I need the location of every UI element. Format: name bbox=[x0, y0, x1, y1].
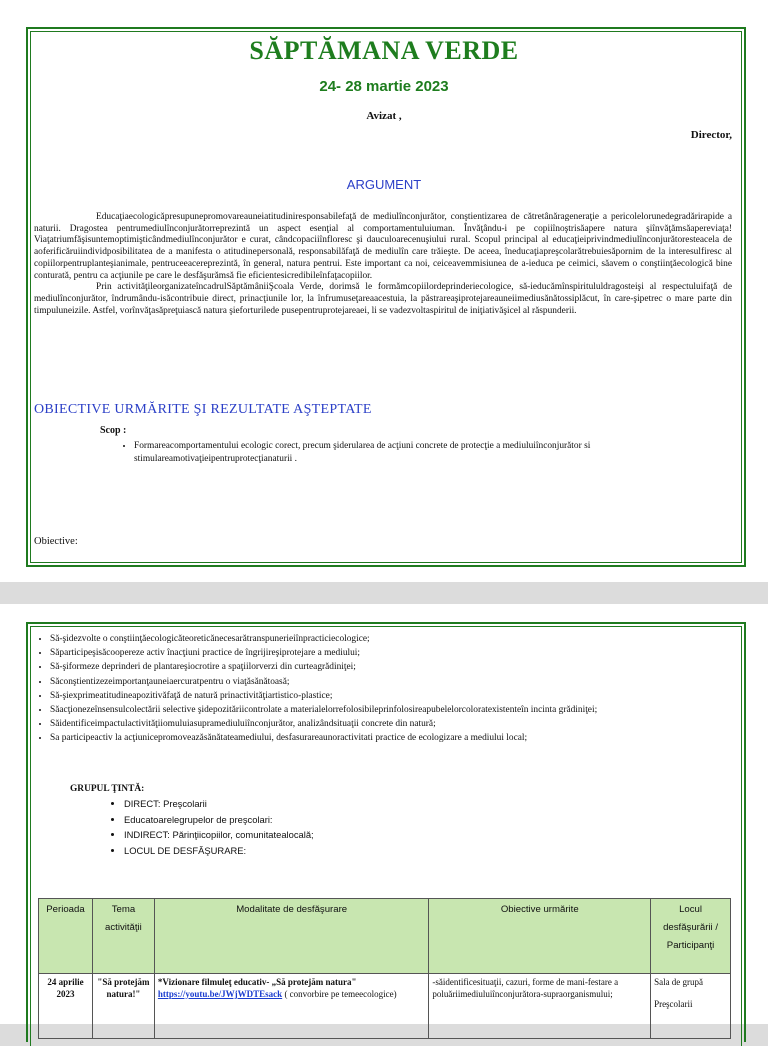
list-item: • Să-şiformeze deprinderi de plantareşiocrotire a spaţiilorverzi din curteagrădiniţei; bbox=[50, 660, 750, 674]
list-item: • Să-şidezvolte o conştiinţăecologicăteoreticănecesarătranspunerieiînpracticiecologice; bbox=[50, 632, 750, 646]
list-item: • Educatoarelegrupelor de preşcolari: bbox=[124, 812, 314, 828]
target-group-heading: GRUPUL ŢINTĂ: bbox=[70, 784, 145, 794]
location-text: Sala de grupă bbox=[654, 977, 704, 987]
scop-label: Scop : bbox=[100, 425, 127, 436]
list-item: • Săacţionezeînsensulcolectării selective şidepozităriicontrolate a materialelorrefolosibileprinfolosireapubelelorcoloratexistenteîn incinta grădiniţei; bbox=[50, 703, 750, 717]
header-objectives: Obiective urmărite bbox=[429, 899, 651, 974]
list-item: • Sa participeactiv la acţiunicepromoveazăsănătateamediului, desfasurareaunoractivitati practice de ecologizare a mediului local; bbox=[50, 731, 750, 745]
argument-paragraph-1: Educaţiaecologicăpresupunepromovareauneiatitudiniresponsabilefaţă de mediulînconjurător, conştientizarea de cătretânărageneraţie a pericolelorunedegradărirapide a naturii. Dragostea pentrumediulînconjurătorreprezintă un aspect esenţial al comportamentuluiuman. Învăţându-i pe copiiînoştrisăapere natura şiînvăţămsăapereviaţa! Viaţatriumfăşisuntemoptimişticândmediulînconjurător e curat, cândcopaciiînfloresc şi dauculoarecenuşiului rural. Scopul principal al educaţieiprivindmediulînconjurătoresteacela de aoferificăruiindividposibilitatea de a manifesta o atitudinepersonală, responsabilăfaţă de mediulîn care trăieşte. De aceea, îneducaţiapreşcolarătrebuiesăpornim de la interesulfiresc al copiilorpentruplanteşianimale, pentruceeacereprezintă, în general, natura pentrui. Este important ca noi, ceiceavemmisiunea de a-ieduca pe ceimici, săavem o conştiinţăecologică bine conturată, pentru ca acţiunile pe care le desfăşurămsă fie eficientesicredibileînfaţacopiilor. bbox=[34, 212, 732, 281]
target-group-list bbox=[108, 796, 314, 858]
participants-text: Preşcolarii bbox=[654, 999, 693, 1009]
table-header-row bbox=[39, 899, 731, 974]
objectives-list bbox=[34, 632, 750, 746]
list-item: • Să-şiexprimeatitudineapozitivăfaţă de natură prinactivităţiartistico-plastice; bbox=[50, 689, 750, 703]
document-page-2 bbox=[0, 604, 768, 1024]
list-item: • INDIRECT: Părinţiicopiilor, comunitatealocală; bbox=[124, 827, 314, 843]
list-item: • Săparticipeşisăcoopereze activ înacţiuni practice de îngrijireşiprotejare a mediului; bbox=[50, 646, 750, 660]
list-item: • DIRECT: Preşcolarii bbox=[124, 796, 314, 812]
scop-item: • Formareacomportamentului ecologic corect, precum şiderularea de acţiuni concrete de protecţie a mediuluiînconjurător si stimulareamotivaţieipentruprotecţianaturii . bbox=[134, 440, 746, 466]
event-dates: 24- 28 martie 2023 bbox=[319, 78, 449, 95]
video-link[interactable]: https://youtu.be/JWjWDTEsack bbox=[157, 989, 283, 999]
method-note: ( convorbire pe temeecologice) bbox=[282, 989, 397, 999]
list-item: • Săconştientizezeimportanţauneiaercuratpentru o viaţăsănătoasă; bbox=[50, 675, 750, 689]
document-title: SĂPTĂMANA VERDE bbox=[249, 36, 519, 65]
argument-text bbox=[34, 212, 732, 317]
cell-objectives: -săidentificesituaţii, cazuri, forme de mani-festare a poluăriimediuluiînconjurătora-supraorganismului; bbox=[429, 974, 651, 1039]
method-title: *Vizionare filmuleţ educativ- „Să protejăm natura" bbox=[157, 977, 357, 987]
cell-location bbox=[651, 974, 731, 1039]
argument-paragraph-2: Prin activităţileorganizateîncadrulSăptămâniiŞcoala Verde, dorimsă le formămcopiilordeprinderiecologice, să-ieducămînspiritululdragosteişi al respectuluifaţă de mediulînconjurător, îndrumându-isăcontribuie direct, prinacţiunile lor, la înfrumuseţareaacestuia, la păstrareaşiprotejareauneiimediusănătossiplăcut, în care-şipetrec o mare parte din timpuluneizile. Astfel, vorînvăţasăpreţuiască natura şieforturilede pusepentruprotejareaei, li se vadezvoltaspiritul de iniţiativăşicel al răspunderii. bbox=[34, 282, 732, 316]
objectives-heading: OBIECTIVE URMĂRITE ŞI REZULTATE AŞTEPTATE bbox=[34, 402, 372, 417]
header-theme: Tema activităţii bbox=[92, 899, 154, 974]
list-item: • LOCUL DE DESFĂŞURARE: bbox=[124, 843, 314, 859]
cell-date: 24 aprilie 2023 bbox=[39, 974, 93, 1039]
activities-table bbox=[38, 898, 731, 1039]
header-period: Perioada bbox=[39, 899, 93, 974]
cell-theme: "Să protejăm natura!" bbox=[92, 974, 154, 1039]
objectives-label: Obiective: bbox=[34, 536, 78, 547]
director-label: Director, bbox=[690, 129, 732, 141]
header-location: Locul desfăşurării / Participanţi bbox=[651, 899, 731, 974]
scop-list bbox=[120, 440, 746, 466]
table-row bbox=[39, 974, 731, 1039]
cell-method bbox=[154, 974, 429, 1039]
header-method: Modalitate de desfăşurare bbox=[154, 899, 429, 974]
approval-label: Avizat , bbox=[366, 110, 402, 122]
list-item: • Săidentificeimpactulactivităţiiomuluiasupramediuluiînconjurător, analizândsituaţii concrete din natură; bbox=[50, 717, 750, 731]
argument-heading: ARGUMENT bbox=[346, 177, 422, 192]
